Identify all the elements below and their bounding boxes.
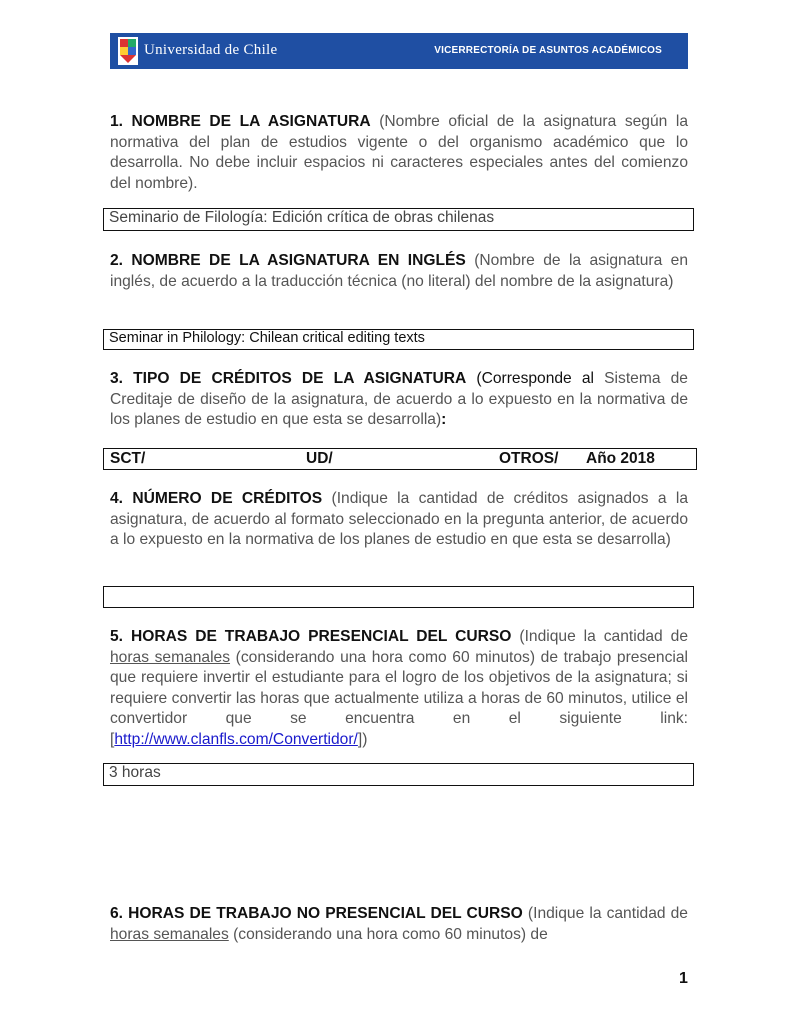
presential-hours-field[interactable]: 3 horas [103, 763, 694, 786]
page-number: 1 [679, 970, 688, 987]
section-1-heading: 1. NOMBRE DE LA ASIGNATURA [110, 113, 371, 130]
credit-ud-label[interactable]: UD/ [306, 450, 333, 467]
section-4-description: (Indique la cantidad de créditos asignados a la asignatura, de acuerdo al formato seleccionado en la pregunta anterior, de acuerdo a lo expuesto en la normativa de los planes de estudio en que esta se desarrolla) [110, 490, 688, 548]
section-5-heading: 5. HORAS DE TRABAJO PRESENCIAL DEL CURSO [110, 628, 512, 645]
converter-link[interactable]: http://www.clanfls.com/Convertidor/ [114, 730, 358, 748]
section-3-heading: 3. TIPO DE CRÉDITOS DE LA ASIGNATURA [110, 370, 467, 387]
section-1-text [110, 112, 688, 194]
section-6-description-b: (considerando una hora como 60 minutos) de [233, 925, 548, 943]
section-3-description-open: (Corresponde al [476, 370, 595, 387]
section-1-description: (Nombre oficial de la asignatura según la normativa del plan de estudios vigente o del organismo académico que lo desarrolla. No debe incluir espacios ni caracteres especiales antes del comienzo del nombre). [110, 113, 688, 192]
section-3-description: Sistema de Creditaje de diseño de la asignatura, de acuerdo a lo expuesto en la normativa de los planes de estudio en que esta se desarrolla) [110, 370, 688, 428]
section-2-description: (Nombre de la asignatura en inglés, de acuerdo a la traducción técnica (no literal) del nombre de la asignatura) [110, 252, 688, 290]
section-3-colon: : [441, 411, 447, 428]
credit-year-label: Año 2018 [586, 450, 655, 467]
section-6-text [110, 904, 688, 945]
credit-sct-label[interactable]: SCT/ [110, 450, 146, 467]
course-name-field[interactable]: Seminario de Filología: Edición crítica de obras chilenas [103, 208, 694, 231]
section-5-description-b: (considerando una hora como 60 minutos) de trabajo presencial que requiere invertir el estudiante para el logro de los objetivos de la asignatura; si requiere convertir las horas que actualmente utiliza a horas de 60 minutos, utilice el convertidor que se encuentra en el siguiente link: [ [110, 648, 688, 748]
section-6-description-a: (Indique la cantidad de [527, 905, 688, 922]
credit-type-row[interactable] [103, 448, 697, 470]
section-3-text [110, 369, 688, 431]
section-6-weekly-hours: horas semanales [110, 925, 229, 943]
credit-otros-label[interactable]: OTROS/ [499, 450, 559, 467]
section-5-text [110, 627, 688, 750]
section-5-weekly-hours: horas semanales [110, 648, 231, 666]
section-4-text [110, 489, 688, 551]
section-2-text [110, 251, 688, 292]
credit-number-field[interactable] [103, 586, 694, 608]
university-crest-icon [118, 37, 138, 65]
header-banner [110, 33, 688, 69]
section-4-heading: 4. NÚMERO DE CRÉDITOS [110, 490, 323, 507]
university-name: Universidad de Chile [144, 42, 278, 58]
section-6-heading: 6. HORAS DE TRABAJO NO PRESENCIAL DEL CURSO [110, 905, 523, 922]
section-2-heading: 2. NOMBRE DE LA ASIGNATURA EN INGLÉS [110, 252, 466, 269]
vicerrectoria-title: VICERRECTORÍA DE ASUNTOS ACADÉMICOS [434, 45, 662, 56]
section-5-description-c: ]) [357, 730, 368, 748]
course-name-english-field[interactable]: Seminar in Philology: Chilean critical editing texts [103, 329, 694, 350]
section-5-description-a: (Indique la cantidad de [519, 628, 688, 645]
